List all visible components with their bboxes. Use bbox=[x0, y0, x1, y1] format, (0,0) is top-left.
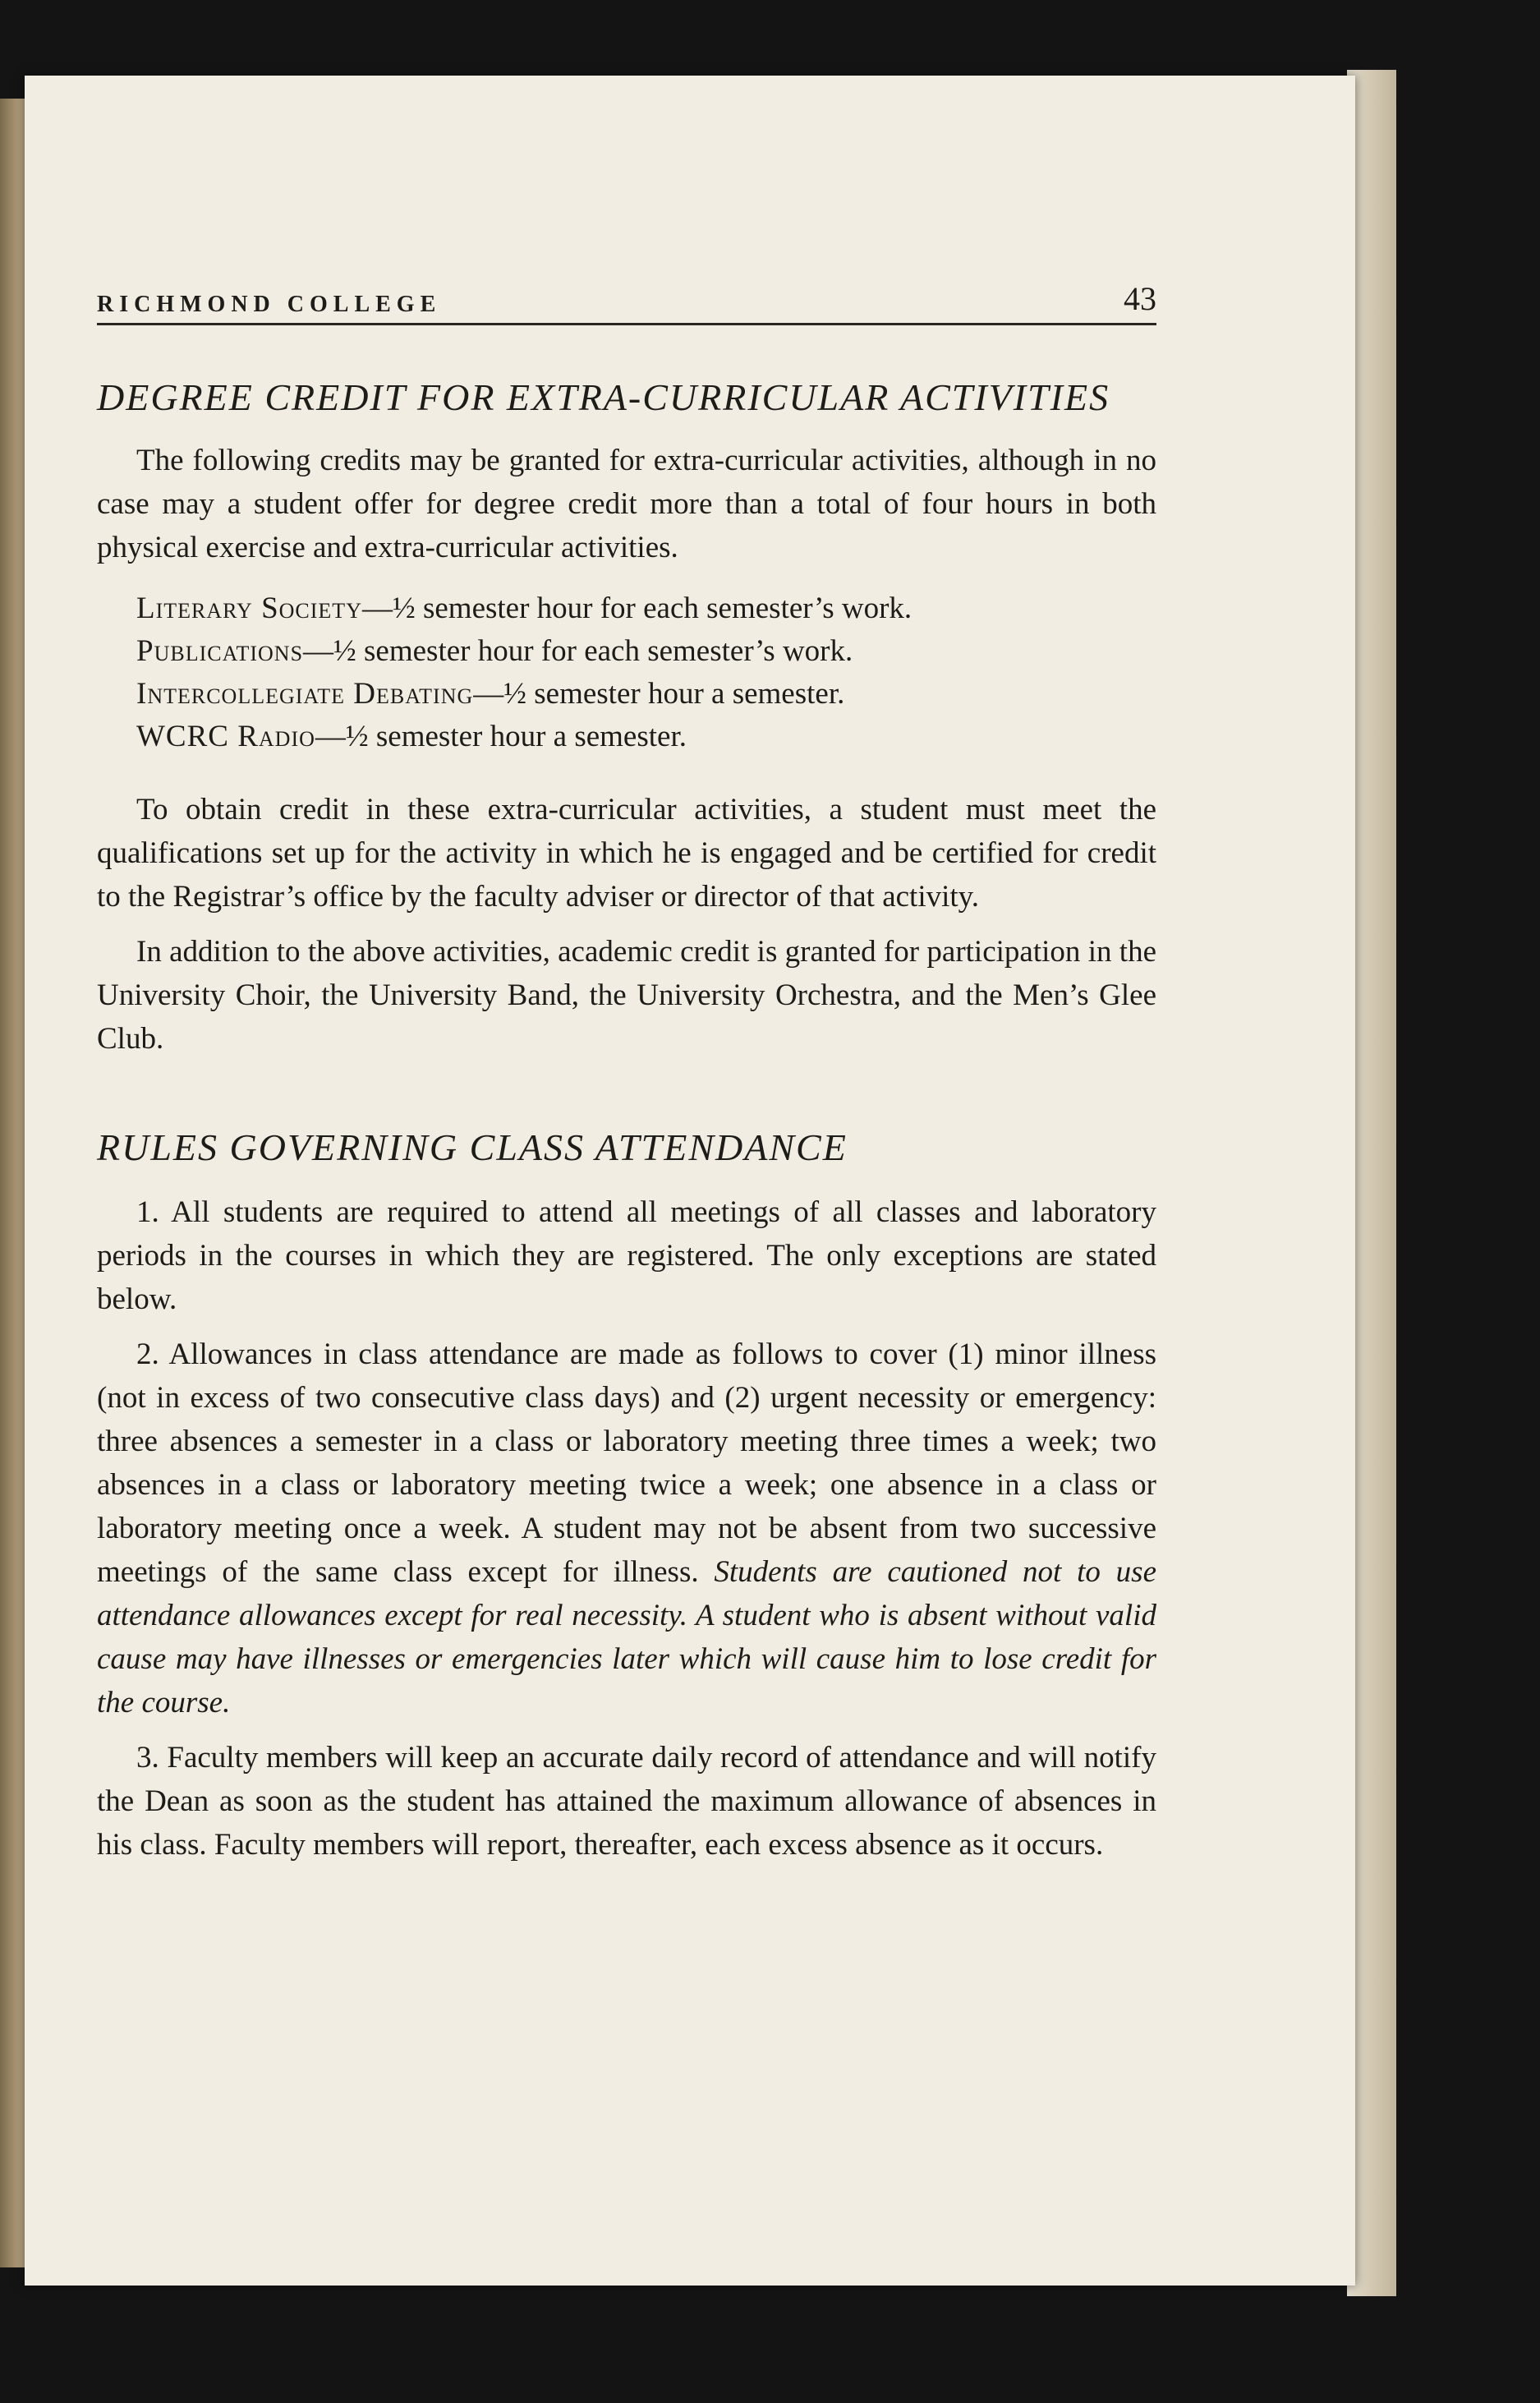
page-content bbox=[97, 279, 1156, 1867]
rule-3: 3. Faculty members will keep an accurate daily record of attendance and will notify the Dean as soon as the student has attained the maximum allowance of absences in his class. Faculty members will report, thereafter, each excess absence as it occurs. bbox=[97, 1741, 1156, 1862]
credit-item bbox=[136, 716, 1156, 758]
credit-activity: Intercollegiate Debating bbox=[136, 677, 474, 711]
running-title: RICHMOND COLLEGE bbox=[97, 292, 442, 317]
credit-amount: —½ semester hour a semester. bbox=[315, 720, 687, 753]
credit-activity: Literary Society bbox=[136, 592, 362, 625]
running-header bbox=[97, 279, 1156, 325]
credit-item bbox=[136, 587, 1156, 630]
paragraph-credit-requirement: To obtain credit in these extra-curricular activities, a student must meet the qualifications set up for the activity in which he is engaged and be certified for credit to the Registrar’s office by the faculty adviser or director of that activity. bbox=[97, 793, 1156, 914]
credit-activity: Publications bbox=[136, 634, 304, 668]
credit-list bbox=[136, 587, 1156, 758]
rule-2 bbox=[97, 1333, 1156, 1724]
credit-amount: —½ semester hour for each semester’s work. bbox=[303, 634, 853, 668]
rule-2-text: 2. Allowances in class attendance are made as follows to cover (1) minor illness (not in excess of two consecutive class days) and (2) urgent necessity or emergency: three absences a semester in a class or laboratory meeting three times a week; two absences in a class or laboratory meeting twice a week; one absence in a class or laboratory meeting once a week. A student may not be absent from two successive meetings of the same class except for illness. bbox=[97, 1337, 1156, 1589]
page-number: 43 bbox=[1124, 280, 1156, 317]
paragraph-credit-intro: The following credits may be granted for extra-curricular activities, although in no case may a student offer for degree credit more than a total of four hours in both physical exercise and extra-curricular activities. bbox=[97, 444, 1156, 564]
book-page bbox=[25, 76, 1355, 2286]
credit-amount: —½ semester hour a semester. bbox=[473, 677, 845, 711]
rule-2-caution: Students are cautioned not to use attendance allowances except for real necessity. A student who is absent without valid cause may have illnesses or emergencies later which will cause him to lose credit for the course. bbox=[97, 1555, 1156, 1719]
section-heading-degree-credit: DEGREE CREDIT FOR EXTRA-CURRICULAR ACTIVITIES bbox=[97, 376, 1110, 418]
section-heading-class-attendance: RULES GOVERNING CLASS ATTENDANCE bbox=[97, 1126, 848, 1168]
paragraph-additional-credit: In addition to the above activities, academic credit is granted for participation in the University Choir, the University Band, the University Orchestra, and the Men’s Glee Club. bbox=[97, 935, 1156, 1056]
rule-1: 1. All students are required to attend all meetings of all classes and laboratory periods in the courses in which they are registered. The only exceptions are stated below. bbox=[97, 1195, 1156, 1316]
credit-activity: WCRC Radio bbox=[136, 720, 315, 753]
credit-item bbox=[136, 673, 1156, 716]
credit-item bbox=[136, 630, 1156, 673]
credit-amount: —½ semester hour for each semester’s work. bbox=[361, 592, 913, 625]
